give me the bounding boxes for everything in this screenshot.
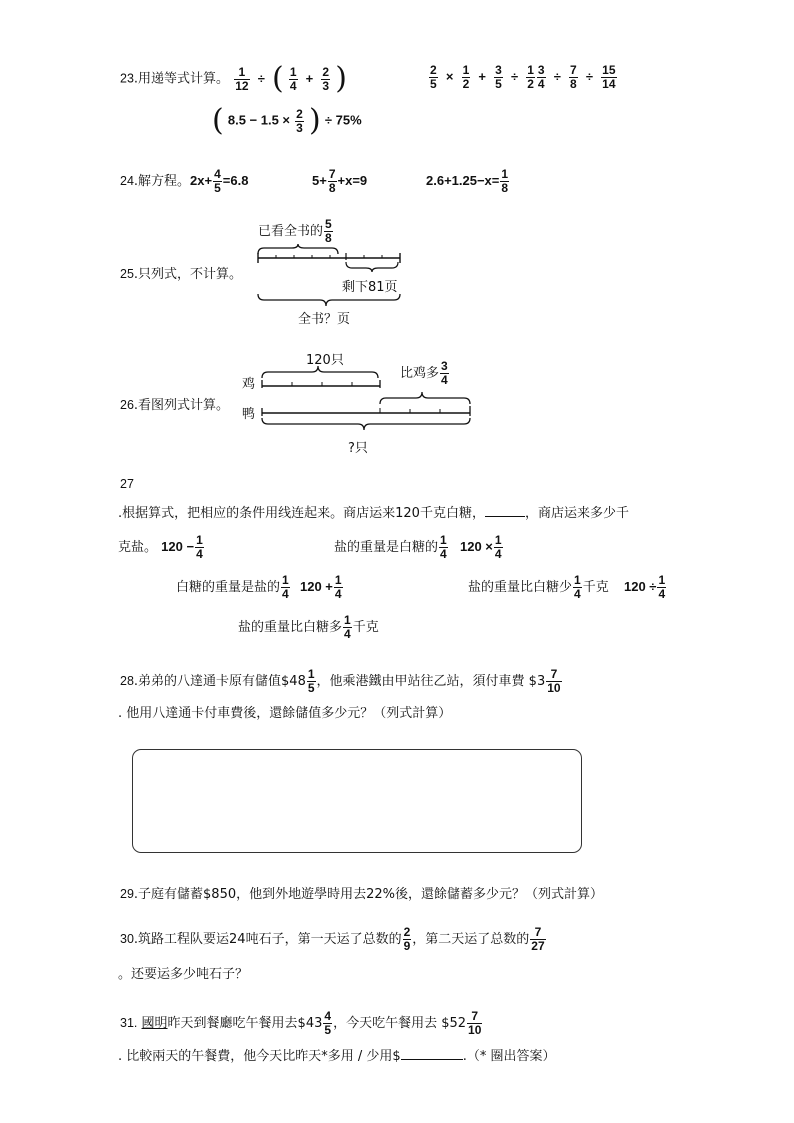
fraction: $\frac{4}{5}$ — [214, 167, 221, 195]
question-number: 30 — [120, 932, 134, 946]
q27-line1: .根据算式，把相应的条件用线连起来。商店运来120千克白糖， ，商店运来多少千 — [118, 506, 629, 521]
fraction: $\frac{1}{4}$ — [574, 573, 581, 601]
q23-expression-2: $\frac{2}{5}$ × $\frac{1}{2}$ + $\frac{3}{5}$ ÷ $\frac{1}{2}$ $\frac{3}{4}$ ÷ $\frac{7}{8}$ ÷ $\frac{15}{14}$ — [430, 63, 616, 91]
person-name: 國明 — [141, 1016, 168, 1031]
question-text: .解方程。 — [133, 174, 191, 189]
q30-line2: 。还要运多少吨石子？ — [118, 967, 249, 982]
fraction: $\frac{7}{8}$ — [570, 63, 577, 91]
question-text: .看图列式计算。 — [133, 398, 230, 413]
fraction: $\frac{2}{3}$ — [296, 106, 303, 135]
q24-line: 24.解方程。2x+ $\frac{4}{5}$ =6.8 — [120, 167, 249, 195]
question-number: 27 — [120, 477, 134, 491]
q28-line2: . 他用八達通卡付車費後，還餘儲值多少元？（列式計算） — [118, 706, 452, 721]
question-number: 28 — [120, 674, 134, 688]
q27-expression-4[interactable]: 120 ÷ $\frac{1}{4}$ — [624, 573, 666, 601]
q28-answer-box[interactable] — [132, 749, 582, 853]
q27-option-4[interactable]: 盐的重量比白糖多 $\frac{1}{4}$ 千克 — [238, 613, 379, 641]
fraction: $\frac{3}{4}$ — [537, 63, 545, 91]
q24-equation-2: 5+ $\frac{7}{8}$ +x=9 — [312, 167, 368, 195]
q26-top-label: 120只 — [306, 353, 344, 368]
fraction: $\frac{2}{3}$ — [322, 64, 330, 93]
q26-right-label: 比鸡多 $\frac{3}{4}$ — [400, 359, 448, 387]
fraction: $\frac{1}{8}$ — [501, 167, 509, 195]
fraction: $\frac{1}{5}$ — [307, 667, 315, 695]
q29-line: 29.子庭有儲蓄$850，他到外地遊學時用去22%後，還餘儲蓄多少元？（列式計算） — [120, 887, 604, 902]
q27-line2: 克盐。 120 − $\frac{1}{4}$ — [118, 533, 203, 561]
fraction: $\frac{7}{10}$ — [547, 667, 561, 695]
question-number: 26 — [120, 398, 134, 412]
question-number: 31 — [120, 1016, 134, 1030]
q26-row-label-chicken: 鸡 — [242, 377, 256, 392]
q31-line1: 31. 國明昨天到餐廳吃午餐用去$43 $\frac{4}{5}$ ，今天吃午餐用去 $52 $\frac{7}{10}$ — [120, 1009, 482, 1037]
expression-1[interactable]: 120 − $\frac{1}{4}$ — [161, 533, 203, 561]
q23-line1: 23.用递等式计算。 $\frac{1}{12}$ ÷ ( $\frac{1}{4}$ + $\frac{2}{3}$ ) — [120, 61, 347, 96]
question-text: .用递等式计算。 — [133, 71, 230, 87]
q27-option-2[interactable]: 白糖的重量是盐的 $\frac{1}{4}$ — [176, 573, 289, 601]
fraction: $\frac{7}{8}$ — [328, 167, 336, 195]
answer-blank[interactable] — [401, 1059, 463, 1060]
question-number: 23 — [120, 71, 134, 86]
q25-question — [120, 263, 242, 282]
q25-bottom-label: 全书？页 — [298, 312, 351, 327]
fraction: $\frac{1}{2}$ — [462, 63, 470, 91]
q25-top-label: 已看全书的 $\frac{5}{8}$ — [258, 217, 332, 245]
fraction: $\frac{1}{12}$ — [235, 64, 249, 93]
q26-row-label-duck: 鸭 — [242, 407, 256, 422]
fraction: $\frac{1}{4}$ — [289, 64, 297, 93]
q26-bottom-label: ?只 — [348, 441, 368, 456]
question-text: .只列式，不计算。 — [133, 267, 243, 282]
fraction: $\frac{2}{5}$ — [430, 63, 437, 91]
q28-line1: 28.弟弟的八達通卡原有儲值$48 $\frac{1}{5}$ ，他乘港鐵由甲站往乙站，須付車費 $3 $\frac{7}{10}$ — [120, 667, 561, 695]
fraction: $\frac{1}{4}$ — [196, 533, 203, 561]
fraction: $\frac{1}{4}$ — [344, 613, 351, 641]
fraction: $\frac{3}{5}$ — [495, 63, 502, 91]
fraction: $\frac{1}{4}$ — [440, 533, 447, 561]
q23-expression-3: ( 8.5 − 1.5 × $\frac{2}{3}$ ) ÷ 75% — [212, 103, 362, 138]
q27-expression-3[interactable]: 120 + $\frac{1}{4}$ — [300, 573, 342, 601]
fraction: $\frac{1}{4}$ — [494, 533, 502, 561]
q25-line-diagram — [250, 244, 410, 306]
q31-line2: . 比較兩天的午餐費，他今天比昨天*多用 / 少用$ .（* 圈出答案） — [118, 1049, 556, 1064]
q27-option-3[interactable]: 盐的重量比白糖少 $\frac{1}{4}$ 千克 — [468, 573, 609, 601]
q30-line1: 30.筑路工程队要运24吨石子，第一天运了总数的 $\frac{2}{9}$ ，第二天运了总数的 $\frac{7}{27}$ — [120, 925, 545, 953]
fraction: $\frac{2}{9}$ — [403, 925, 411, 953]
fraction: $\frac{5}{8}$ — [325, 217, 332, 245]
q27-option-1[interactable]: 盐的重量是白糖的 $\frac{1}{4}$ — [334, 533, 447, 561]
q26-question — [120, 394, 229, 413]
fraction: $\frac{15}{14}$ — [602, 63, 616, 91]
fraction: $\frac{1}{2}$ — [527, 63, 534, 91]
fraction: $\frac{7}{10}$ — [468, 1009, 482, 1037]
q26-line-diagram — [256, 366, 478, 438]
fraction: $\frac{1}{4}$ — [658, 573, 666, 601]
fraction: $\frac{3}{4}$ — [441, 359, 448, 387]
q24-equation-3: 2.6+1.25−x= $\frac{1}{8}$ — [426, 167, 509, 195]
fraction: $\frac{1}{4}$ — [282, 573, 289, 601]
answer-blank[interactable] — [485, 516, 525, 517]
question-number: 24 — [120, 174, 134, 188]
q25-right-label: 剩下81页 — [342, 280, 398, 295]
question-number: 29 — [120, 887, 134, 901]
fraction: $\frac{1}{4}$ — [334, 573, 342, 601]
question-number: 25 — [120, 267, 134, 281]
q27-expression-2[interactable]: 120 × $\frac{1}{4}$ — [460, 533, 502, 561]
fraction: $\frac{7}{27}$ — [531, 925, 545, 953]
fraction: $\frac{4}{5}$ — [324, 1009, 332, 1037]
